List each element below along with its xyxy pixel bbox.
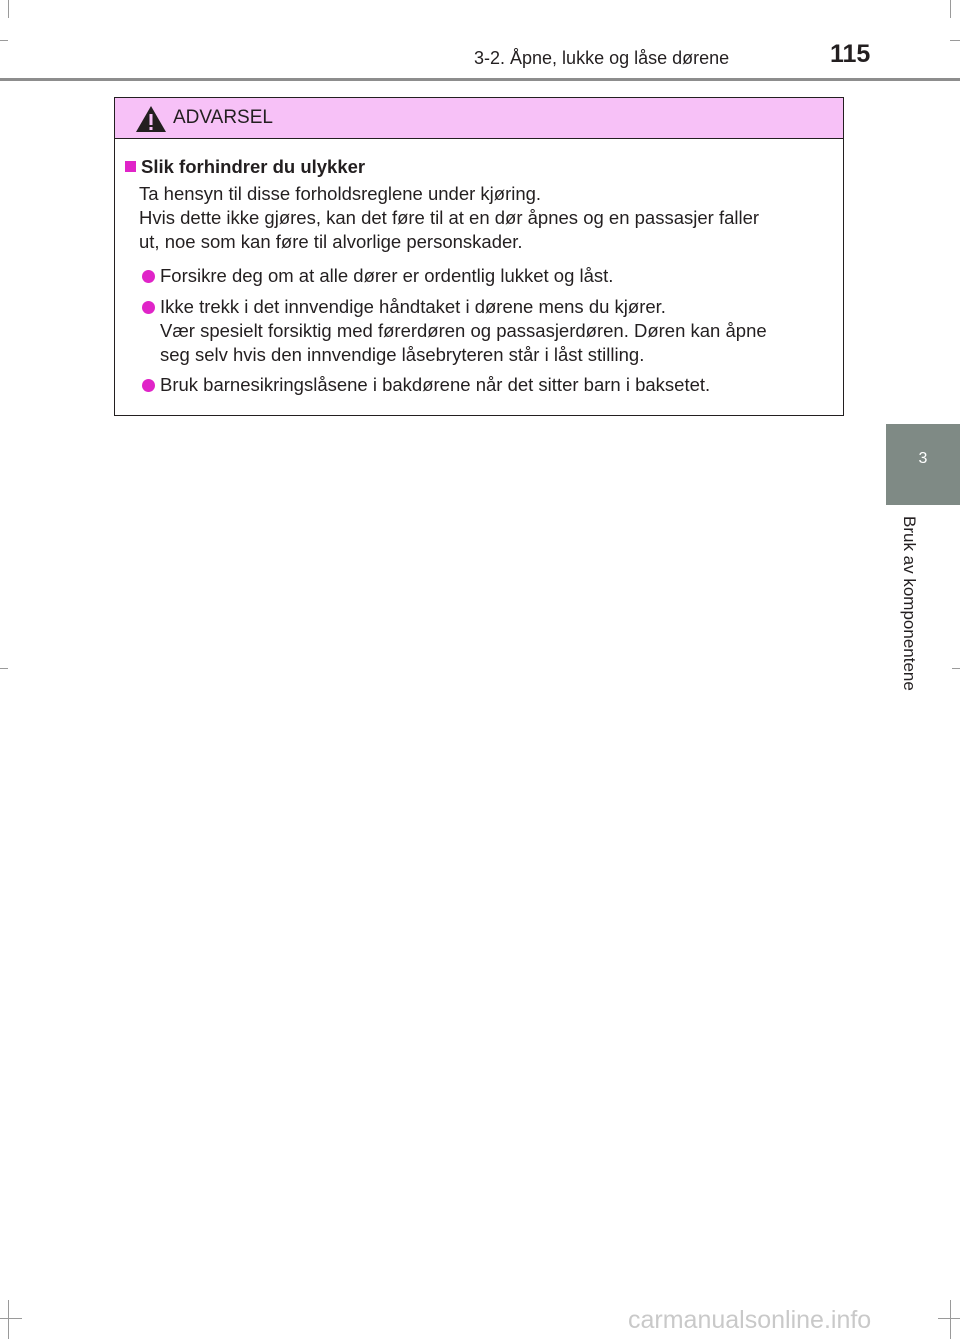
- intro-line: Hvis dette ikke gjøres, kan det føre til at en dør åpnes og en passasjer faller: [139, 207, 760, 228]
- crop-mark: [950, 0, 951, 18]
- crop-mark: [0, 40, 8, 41]
- bullet-line: seg selv hvis den innvendige låsebryteren står i låst stilling.: [160, 344, 645, 365]
- chapter-number: 3: [918, 450, 928, 467]
- crop-mark: [952, 668, 960, 669]
- page-number: 115: [830, 40, 871, 68]
- chapter-tab[interactable]: [886, 424, 960, 505]
- section-title: 3-2. Åpne, lukke og låse dørene: [474, 48, 730, 68]
- crop-mark: [0, 668, 8, 669]
- warning-heading-text: Slik forhindrer du ulykker: [141, 156, 366, 177]
- intro-line: Ta hensyn til disse forholdsreglene under kjøring.: [139, 183, 542, 204]
- header-rule: [0, 78, 960, 81]
- crop-mark: [950, 1300, 951, 1339]
- bullet-item: [139, 373, 839, 397]
- bullet-dot-icon: [142, 301, 155, 314]
- chapter-label: Bruk av komponentene: [900, 516, 919, 691]
- square-bullet-icon: [125, 161, 136, 172]
- crop-mark: [950, 40, 960, 41]
- bullet-dot-icon: [142, 379, 155, 392]
- warning-heading: [125, 156, 365, 178]
- bullet-line: Forsikre deg om at alle dører er ordentlig lukket og låst.: [160, 265, 614, 286]
- crop-mark: [0, 1318, 22, 1319]
- bullet-item: [139, 295, 839, 367]
- intro-paragraph: [139, 182, 759, 254]
- crop-mark: [938, 1318, 960, 1319]
- bullet-line: Vær spesielt forsiktig med førerdøren og passasjerdøren. Døren kan åpne: [160, 320, 767, 341]
- warning-triangle-icon: [135, 105, 167, 133]
- bullet-line: Bruk barnesikringslåsene i bakdørene når det sitter barn i baksetet.: [160, 374, 711, 395]
- bullet-item: [139, 264, 839, 288]
- crop-mark: [8, 0, 9, 18]
- bullet-dot-icon: [142, 270, 155, 283]
- warning-box: [114, 97, 844, 416]
- intro-line: ut, noe som kan føre til alvorlige personskader.: [139, 231, 523, 252]
- crop-mark: [8, 1300, 9, 1339]
- bullet-line: Ikke trekk i det innvendige håndtaket i dørene mens du kjører.: [160, 296, 666, 317]
- warning-title: ADVARSEL: [173, 107, 273, 128]
- watermark: carmanualsonline.info: [628, 1306, 872, 1334]
- warning-header: [115, 98, 843, 139]
